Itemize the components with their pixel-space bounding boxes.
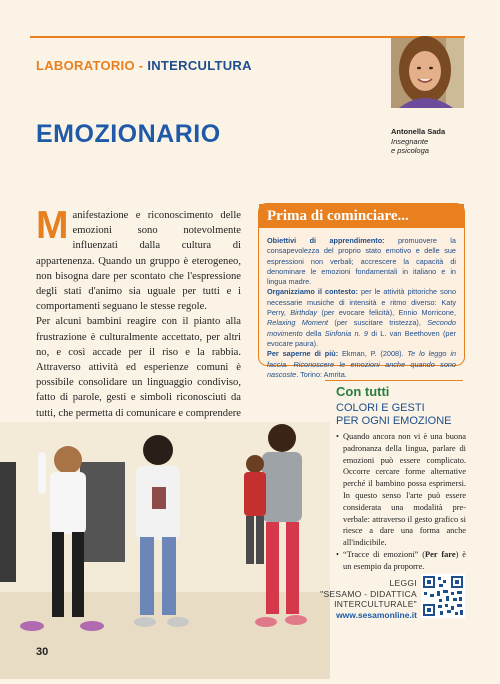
further-reading: Per saperne di più: Ekman, P. (2008). Te lo leggo in faccia. Riconoscere le emozioni anche quando sono nascoste. Torino: Amrita.: [267, 349, 457, 379]
section-label: LABORATORIO - INTERCULTURA: [36, 58, 252, 73]
list-item: • Quando ancora non vi è una buona padronanza della lingua, parlare di emozioni può essere complicato. Occorre cercare forme alternative perché il bambino possa esprimersi. In questo senso l'arte può essere considerata una modalità pre-verbale: attraverso il gesto grafico si riesce a dare una forma anche all'indicibile.: [336, 432, 466, 548]
author-name: Antonella Sada: [391, 127, 446, 136]
intro-paragraph-2: Per alcuni bambini reagire con il pianto alla frustrazione è culturalmente accettato, per altri no, e così accade per il riso e la rabbia. Attraverso attività ed esperienze comuni è possibile consolidare un linguaggio condiviso, fatto di parole, gesti e simboli riconosciuti da tutti, che permetta di comunicare e comprendere: [36, 316, 242, 419]
con-tutti-subheading: COLORI E GESTI PER OGNI EMOZIONE: [336, 402, 452, 427]
list-item: • “Tracce di emozioni” (Per fare) è un esempio da proporre.: [336, 549, 466, 571]
page-number: 30: [36, 646, 49, 658]
before-start-box: [258, 203, 465, 379]
box-heading: Prima di cominciare...: [259, 204, 464, 228]
author-credit: [391, 127, 445, 156]
author-photo: [391, 38, 464, 108]
children-dancing-photo: [0, 422, 330, 679]
con-tutti-list: [336, 431, 466, 573]
drop-cap: M: [36, 204, 69, 247]
con-tutti-heading: Con tutti: [336, 384, 390, 399]
context-setup: Organizziamo il contesto: per le attività pittoriche sono necessarie musiche di intensità e ritmo diverso: Katy Perry, Birthday (per evocare felicità), Ennio Morricone, Relaxing Moment (per suscitare tristezza), Secondo movimento della Sinfonia n. 9 di L. van Beethoven (per evocare paura).: [267, 287, 457, 348]
intro-paragraph-1: anifestazione e riconoscimento delle emozioni sono notevolmente influenzati dalla cultura di appartenenza. Quando un gruppo è eterogeneo, non bisogna dare per scontato che l'espressione degli stati d'animo sia uguale per tutti e i comportamenti seguano le stesse regole.: [36, 210, 241, 313]
read-more-note: LEGGI "SESAMO - DIDATTICA INTERCULTURALE" www.sesamonline.it: [300, 578, 417, 620]
qr-code-icon[interactable]: [421, 574, 465, 618]
intro-text: [36, 204, 242, 436]
website-link[interactable]: www.sesamonline.it: [336, 609, 417, 620]
author-role-2: e psicologa: [391, 146, 429, 155]
page-title: EMOZIONARIO: [36, 120, 221, 148]
author-role: Insegnante: [391, 136, 429, 146]
learning-objectives: Obiettivi di apprendimento: promuovere la consapevolezza del proprio stato emotivo e delle sue espressioni non verbali; accrescere la capacità di denominare le emozioni fondamentali in italiano e in lingua madre.: [267, 236, 456, 287]
divider: [325, 380, 463, 381]
box-body: [259, 228, 464, 380]
